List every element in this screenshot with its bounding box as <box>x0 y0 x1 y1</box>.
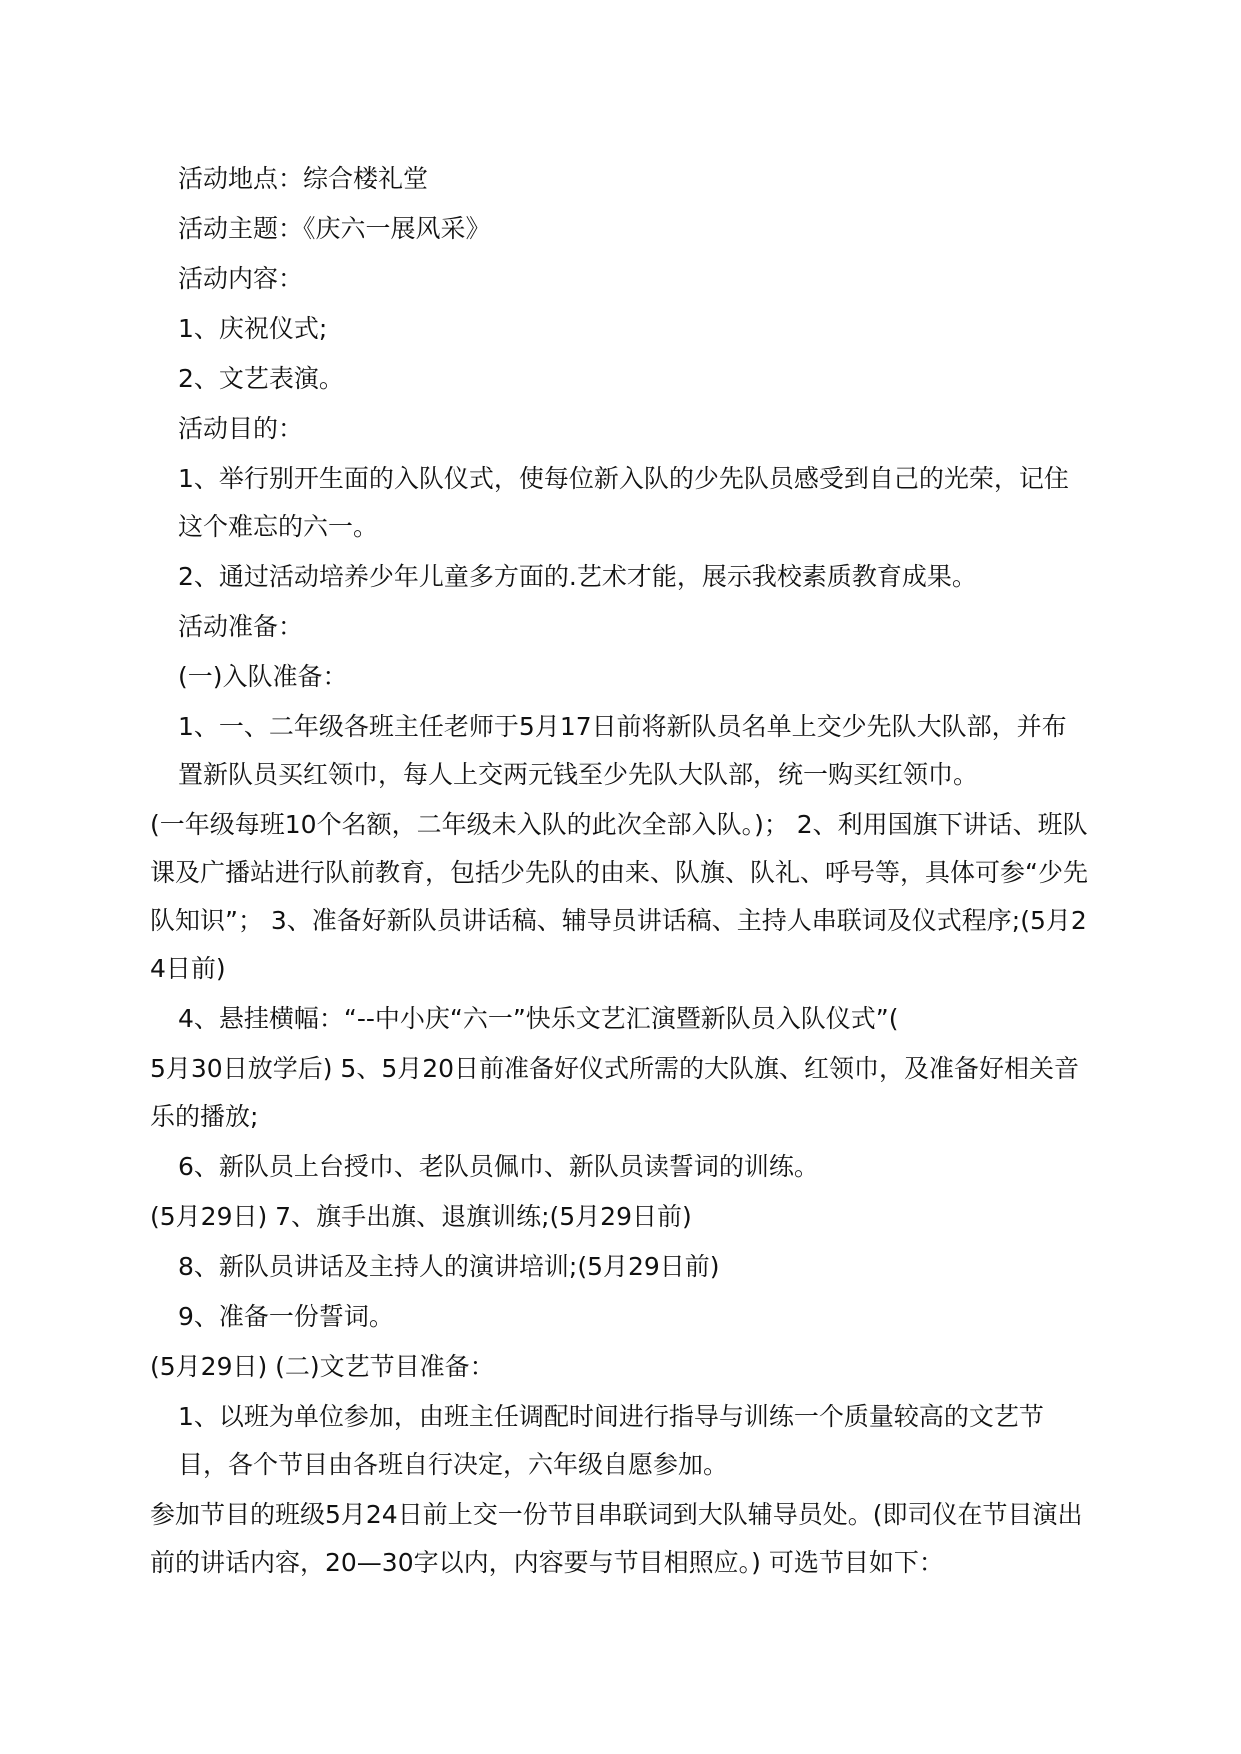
paragraph: 2、文艺表演。 <box>178 364 344 393</box>
paragraph: (5月29日) (二)文艺节目准备： <box>150 1352 495 1381</box>
paragraph: 1、庆祝仪式; <box>178 314 328 343</box>
paragraph: 活动内容： <box>178 264 304 293</box>
paragraph: 1、以班为单位参加，由班主任调配时间进行指导与训练一个质量较高的文艺节目，各个节目由各班自行决定，六年级自愿参加。 <box>178 1402 1044 1479</box>
paragraph: 活动目的： <box>178 414 304 443</box>
paragraph: 1、一、二年级各班主任老师于5月17日前将新队员名单上交少先队大队部，并布置新队员买红领巾，每人上交两元钱至少先队大队部，统一购买红领巾。 <box>178 712 1067 789</box>
paragraph: 6、新队员上台授巾、老队员佩巾、新队员读誓词的训练。 <box>178 1152 819 1181</box>
paragraph: 活动准备： <box>178 612 304 641</box>
document-body <box>150 155 1088 1589</box>
paragraph: 活动地点：综合楼礼堂 <box>178 164 429 193</box>
paragraph: 活动主题：《庆六一展风采》 <box>178 214 491 243</box>
paragraph: (一年级每班10个名额，二年级未入队的此次全部入队。)； 2、利用国旗下讲话、班队课及广播站进行队前教育，包括少先队的由来、队旗、队礼、呼号等，具体可参“少先队知识”； 3、准备好新队员讲话稿、辅导员讲话稿、主持人串联词及仪式程序;(5月24日前) <box>150 810 1088 983</box>
paragraph: 8、新队员讲话及主持人的演讲培训;(5月29日前) <box>178 1252 720 1281</box>
paragraph: 1、举行别开生面的入队仪式，使每位新入队的少先队员感受到自己的光荣，记住这个难忘的六一。 <box>178 464 1069 541</box>
paragraph: 5月30日放学后) 5、5月20日前准备好仪式所需的大队旗、红领巾，及准备好相关音乐的播放; <box>150 1054 1080 1131</box>
paragraph: (5月29日) 7、旗手出旗、退旗训练;(5月29日前) <box>150 1202 692 1231</box>
paragraph: 4、悬挂横幅：“--中小庆“六一”快乐文艺汇演暨新队员入队仪式”( <box>178 1004 899 1033</box>
paragraph: 9、准备一份誓词。 <box>178 1302 394 1331</box>
paragraph: 参加节目的班级5月24日前上交一份节目串联词到大队辅导员处。(即司仪在节目演出前的讲话内容，20—30字以内，内容要与节目相照应。) 可选节目如下： <box>150 1500 1083 1577</box>
paragraph: 2、通过活动培养少年儿童多方面的.艺术才能，展示我校素质教育成果。 <box>178 562 977 591</box>
paragraph: (一)入队准备： <box>178 662 348 691</box>
